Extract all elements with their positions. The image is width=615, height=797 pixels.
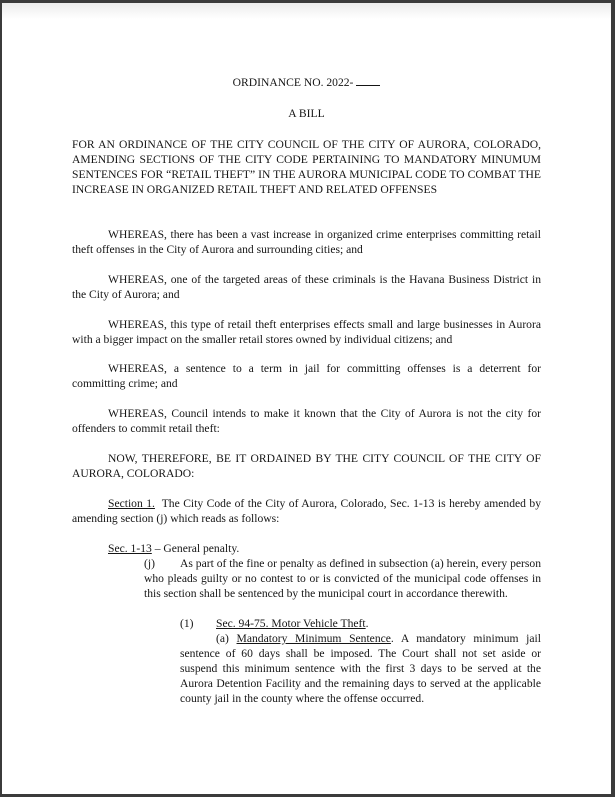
sec-1-13-title: – General penalty. <box>154 542 240 555</box>
whereas-paragraph-3: WHEREAS, this type of retail theft enterprises effects small and large businesses in Aurora with a bigger impact on the smaller retail stores owned by individual citizens; and <box>72 318 541 346</box>
whereas-paragraph-2: WHEREAS, one of the targeted areas of these criminals is the Havana Business District in the City of Aurora; and <box>72 273 541 301</box>
item-1-a-paragraph <box>180 631 541 706</box>
item-1-a-text: . A mandatory minimum jail sentence of 60 days shall be imposed. The Court shall not set aside or suspend this minimum sentence with the first 3 days to be served at the Aurora Detention Facility and the remaining days to served at the applicable county jail in the county where the offense occurred. <box>180 632 541 705</box>
ordinance-number-blank <box>356 75 380 86</box>
bill-label: A BILL <box>288 107 325 120</box>
section-1-label: Section 1. <box>108 497 155 510</box>
item-1-label: (1) <box>180 617 194 630</box>
ordinance-number <box>72 75 541 90</box>
whereas-paragraph-1: WHEREAS, there has been a vast increase in organized crime enterprises committing retail theft offenses in the City of Aurora and surrounding cities; and <box>72 228 541 256</box>
sec-1-13-heading <box>108 541 541 556</box>
whereas-paragraph-5: WHEREAS, Council intends to make it known that the City of Aurora is not the city for offenders to commit retail theft: <box>72 407 541 435</box>
document-page <box>2 3 611 794</box>
item-1-title: Sec. 94-75. Motor Vehicle Theft <box>216 617 366 630</box>
subsection-j-label: (j) <box>144 557 155 570</box>
item-1-a-heading: Mandatory Minimum Sentence <box>236 632 391 645</box>
subsection-j-text: As part of the fine or penalty as defined in subsection (a) herein, every person who pleads guilty or no contest to or is convicted of the municipal code offenses in this section shall be sentenced by the municipal court in accordance therewith. <box>144 557 541 600</box>
section-1-text: The City Code of the City of Aurora, Colorado, Sec. 1-13 is hereby amended by amending section (j) which reads as follows: <box>72 497 542 525</box>
ordinance-number-text: ORDINANCE NO. 2022- <box>232 76 354 89</box>
ordained-paragraph: NOW, THEREFORE, BE IT ORDAINED BY THE CITY COUNCIL OF THE CITY OF AURORA, COLORADO: <box>72 452 541 480</box>
item-1-heading <box>180 616 541 631</box>
subsection-j <box>144 556 541 601</box>
item-1-a-label: (a) <box>216 632 229 645</box>
item-1-title-end: . <box>365 617 369 630</box>
whereas-paragraph-4: WHEREAS, a sentence to a term in jail for committing offenses is a deterrent for committing crime; and <box>72 362 541 390</box>
section-1-paragraph <box>72 496 541 526</box>
ordinance-title: FOR AN ORDINANCE OF THE CITY COUNCIL OF THE CITY OF AURORA, COLORADO, AMENDING SECTIONS OF THE CITY CODE PERTAINING TO MANDATORY MINUMUM SENTENCES FOR “RETAIL THEFT” IN THE AURORA MUNICIPAL CODE TO COMBAT THE INCREASE IN ORGANIZED RETAIL THEFT AND RELATED OFFENSES <box>72 138 541 196</box>
sec-1-13-label: Sec. 1-13 <box>108 542 152 555</box>
